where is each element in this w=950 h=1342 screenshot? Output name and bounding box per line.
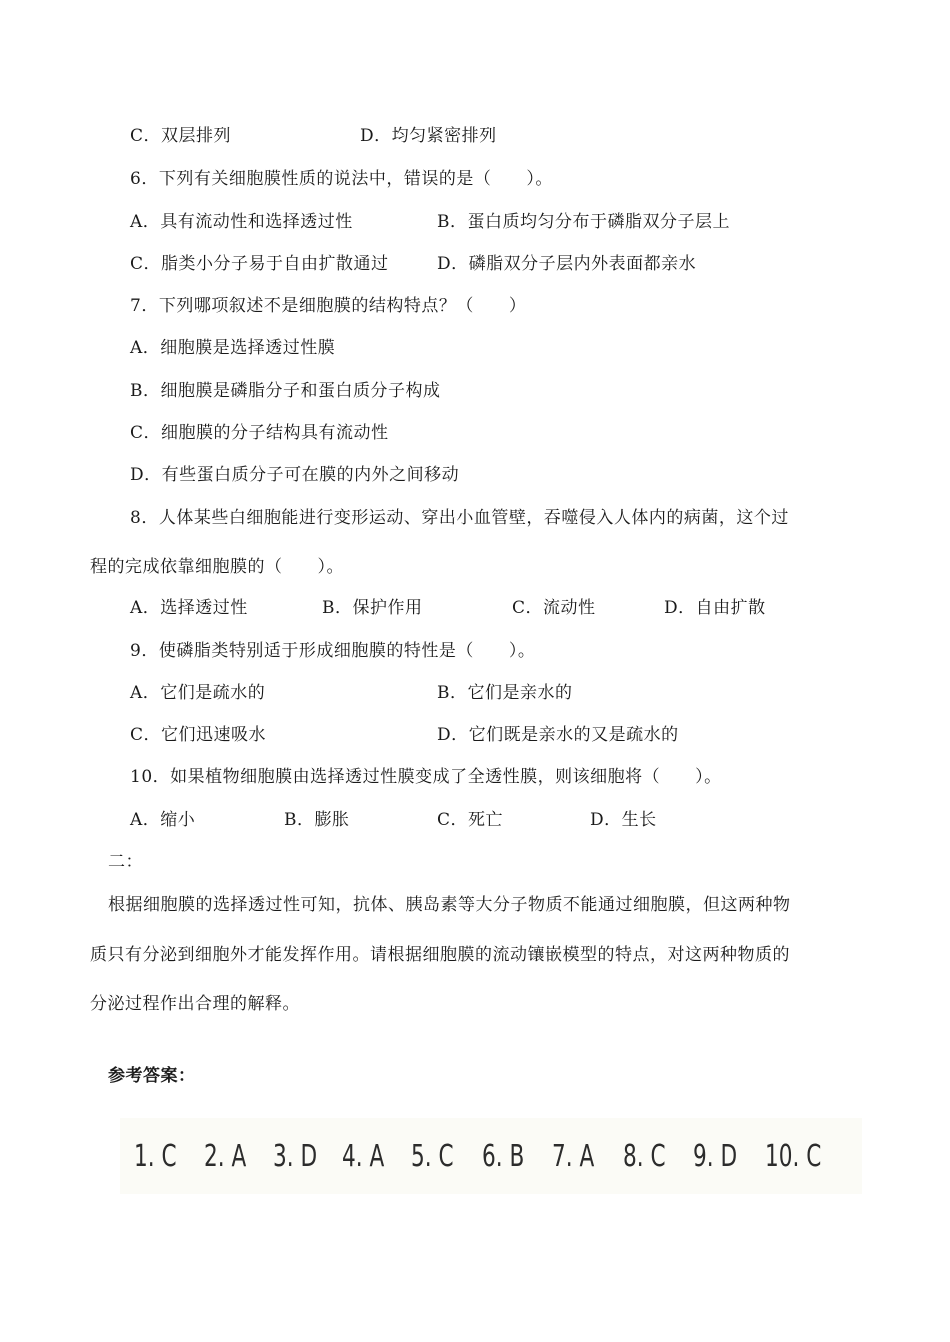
q10-stem: 10．如果植物细胞膜由选择透过性膜变成了全透性膜，则该细胞将（ ）。 <box>130 767 722 787</box>
answer-7: 7. A <box>552 1139 595 1174</box>
q8-option-a: A．选择透过性 <box>130 598 248 618</box>
q7-option-b: B．细胞膜是磷脂分子和蛋白质分子构成 <box>130 381 441 401</box>
q9-option-d: D．它们既是亲水的又是疏水的 <box>437 725 679 745</box>
q7-option-d: D．有些蛋白质分子可在膜的内外之间移动 <box>130 465 460 485</box>
q6-option-c: C．脂类小分子易于自由扩散通过 <box>130 254 389 274</box>
q8-option-c: C．流动性 <box>512 598 596 618</box>
q6-option-d: D．磷脂双分子层内外表面都亲水 <box>437 254 697 274</box>
answer-4: 4. A <box>342 1139 385 1174</box>
section-2-text-line-1: 根据细胞膜的选择透过性可知，抗体、胰岛素等大分子物质不能通过细胞膜，但这两种物 <box>108 895 791 915</box>
section-2-heading: 二： <box>108 852 143 872</box>
answer-key-image <box>120 1118 862 1194</box>
q8-stem-line-1: 8．人体某些白细胞能进行变形运动、穿出小血管壁，吞噬侵入人体内的病菌，这个过 <box>130 508 789 528</box>
answer-1: 1. C <box>134 1139 177 1174</box>
q6-option-a: A．具有流动性和选择透过性 <box>130 212 353 232</box>
answer-9: 9. D <box>693 1139 738 1174</box>
section-2-text-line-3: 分泌过程作出合理的解释。 <box>90 994 300 1014</box>
answers-title: 参考答案： <box>108 1066 196 1086</box>
q9-option-b: B．它们是亲水的 <box>437 683 573 703</box>
q9-option-c: C．它们迅速吸水 <box>130 725 267 745</box>
q5-option-d: D．均匀紧密排列 <box>360 126 497 146</box>
q10-option-a: A．缩小 <box>130 810 196 830</box>
q8-stem-line-2: 程的完成依靠细胞膜的（ ）。 <box>90 557 344 577</box>
q7-option-c: C．细胞膜的分子结构具有流动性 <box>130 423 389 443</box>
answer-5: 5. C <box>411 1139 454 1174</box>
q8-option-d: D．自由扩散 <box>664 598 766 618</box>
q7-stem: 7．下列哪项叙述不是细胞膜的结构特点？（ ） <box>130 296 527 316</box>
q10-option-c: C．死亡 <box>437 810 504 830</box>
q9-option-a: A．它们是疏水的 <box>130 683 266 703</box>
answer-8: 8. C <box>623 1139 666 1174</box>
q6-option-b: B．蛋白质均匀分布于磷脂双分子层上 <box>437 212 730 232</box>
answer-2: 2. A <box>204 1139 247 1174</box>
q7-option-a: A．细胞膜是选择透过性膜 <box>130 338 336 358</box>
section-2-text-line-2: 质只有分泌到细胞外才能发挥作用。请根据细胞膜的流动镶嵌模型的特点，对这两种物质的 <box>90 945 790 965</box>
q10-option-b: B．膨胀 <box>284 810 350 830</box>
q8-option-b: B．保护作用 <box>322 598 423 618</box>
answer-10: 10. C <box>765 1139 822 1174</box>
q6-stem: 6．下列有关细胞膜性质的说法中，错误的是（ ）。 <box>130 169 553 189</box>
q5-option-c: C．双层排列 <box>130 126 232 146</box>
answer-3: 3. D <box>273 1139 318 1174</box>
q10-option-d: D．生长 <box>590 810 657 830</box>
answer-6: 6. B <box>482 1139 525 1174</box>
q9-stem: 9．使磷脂类特别适于形成细胞膜的特性是（ ）。 <box>130 641 536 661</box>
